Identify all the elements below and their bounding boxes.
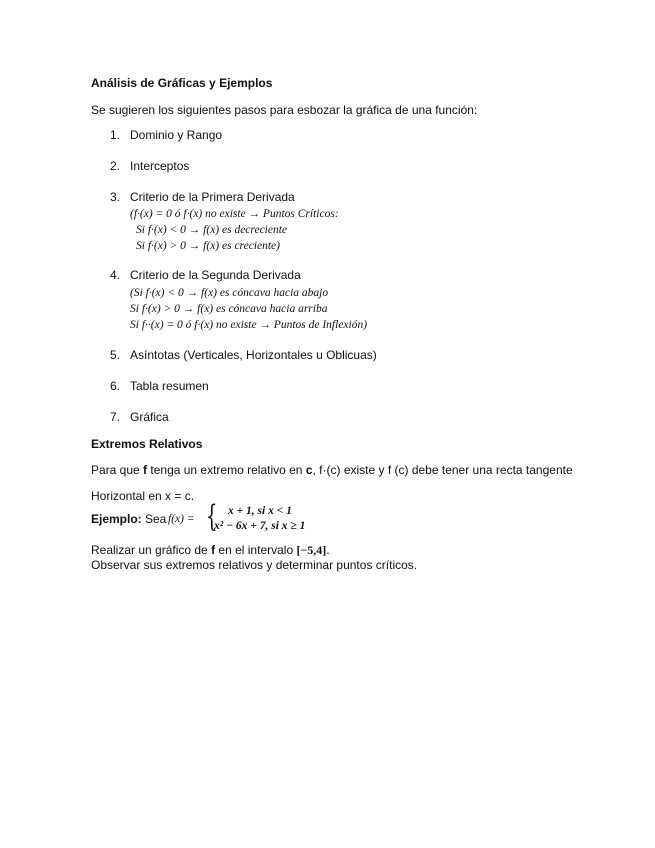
first-derivative-line: (f·(x) = 0 ó f·(x) no existe → Puntos Críticos: (130, 208, 339, 220)
page-title: Análisis de Gráficas y Ejemplos (91, 76, 273, 90)
closing-line-2: Observar sus extremos relativos y determinar puntos críticos. (91, 558, 418, 572)
extremos-paragraph-line2: Horizontal en x = c. (91, 489, 195, 503)
step-text: Interceptos (130, 159, 190, 173)
first-derivative-line: Si f·(x) < 0 → f(x) es decreciente (136, 224, 288, 236)
bold-c: c (305, 463, 313, 477)
piecewise-case-2: x² − 6x + 7, si x ≥ 1 (214, 520, 306, 532)
closing-text: . (326, 543, 330, 557)
step-number: 4. (110, 268, 121, 282)
step-text: Dominio y Rango (130, 128, 223, 142)
example-label: Ejemplo: (91, 512, 142, 526)
second-derivative-line: Si f··(x) = 0 ó f·(x) no existe → Puntos de Inflexión) (130, 319, 368, 331)
interval: [−5,4] (296, 543, 327, 557)
step-text: Tabla resumen (130, 379, 209, 393)
example-sea: Sea (141, 512, 167, 526)
step-text: Gráfica (130, 410, 169, 424)
bold-f: f (211, 543, 216, 557)
step-number: 1. (110, 128, 121, 142)
paragraph-text: tenga un extremo relativo en (147, 463, 306, 477)
first-derivative-line: Si f·(x) > 0 → f(x) es creciente) (136, 240, 280, 252)
step-number: 5. (110, 348, 121, 362)
piecewise-brace: { (206, 499, 218, 534)
step-number: 7. (110, 410, 121, 424)
example-line (91, 512, 166, 527)
intro-text: Se sugieren los siguientes pasos para esbozar la gráfica de una función: (91, 103, 478, 117)
example-function: f(x) = (168, 513, 195, 525)
step-number: 2. (110, 159, 121, 173)
section-heading: Extremos Relativos (91, 437, 203, 451)
extremos-paragraph (91, 463, 573, 478)
step-number: 3. (110, 190, 121, 204)
second-derivative-line: (Si f·(x) < 0 → f(x) es cóncava hacia abajo (130, 287, 329, 299)
step-number: 6. (110, 379, 121, 393)
bold-f: f (143, 463, 148, 477)
closing-text: en el intervalo (215, 543, 297, 557)
step-text: Asíntotas (Verticales, Horizontales u Oblicuas) (130, 348, 377, 362)
paragraph-text: Para que (91, 463, 144, 477)
closing-text: Realizar un gráfico de (91, 543, 212, 557)
step-text: Criterio de la Segunda Derivada (130, 268, 301, 282)
paragraph-text: , f·(c) existe y f (c) debe tener una recta tangente (312, 463, 573, 477)
closing-line-1 (91, 543, 330, 558)
second-derivative-line: Si f·(x) > 0 → f(x) es cóncava hacia arriba (130, 303, 328, 315)
piecewise-case-1: x + 1, si x < 1 (228, 505, 292, 517)
step-text: Criterio de la Primera Derivada (130, 190, 295, 204)
